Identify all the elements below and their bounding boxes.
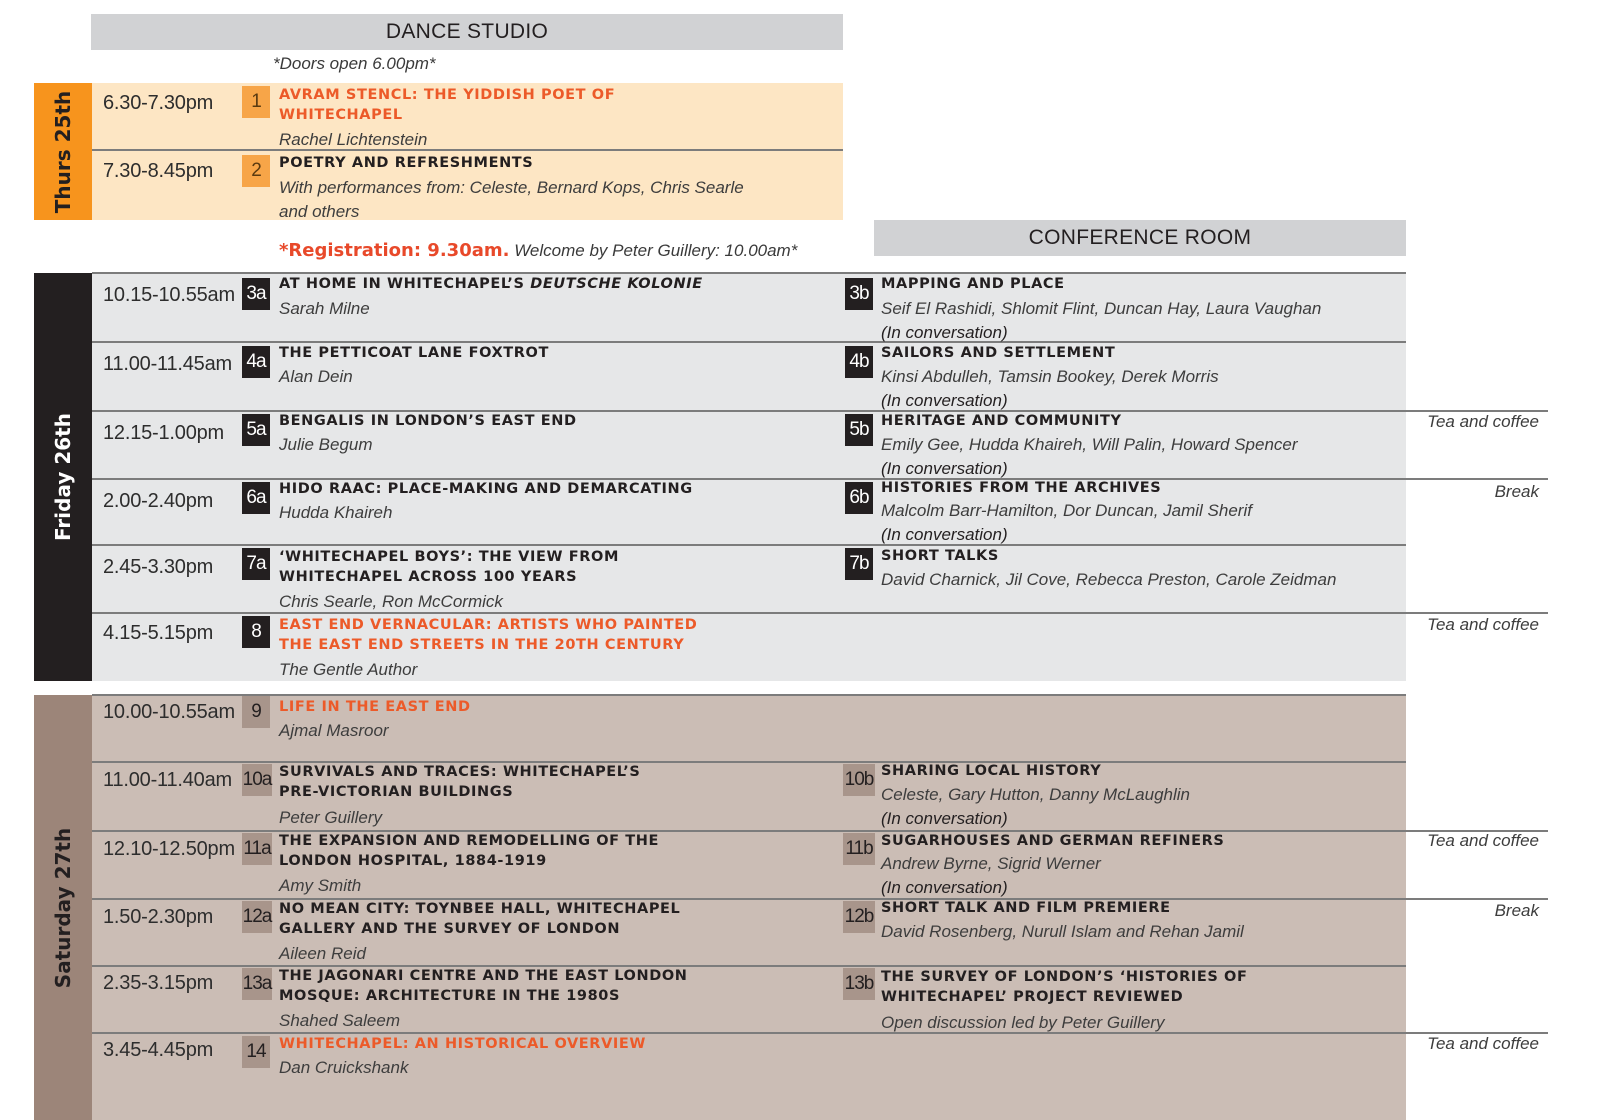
side-rule	[1406, 478, 1548, 480]
session-title	[279, 274, 703, 294]
break-note: Break	[1494, 482, 1539, 501]
session-title: WHITECHAPEL: AN HISTORICAL OVERVIEW	[279, 1036, 646, 1052]
session-speaker: Sarah Milne	[279, 299, 370, 318]
registration-note	[279, 240, 797, 261]
session-number: 2	[242, 155, 270, 187]
session-number: 5a	[242, 414, 270, 446]
session-title: SHORT TALKS	[881, 548, 999, 564]
session-number: 1	[242, 86, 270, 118]
session-format: (In conversation)	[881, 391, 1008, 410]
side-rule	[1406, 612, 1548, 614]
session-speaker: Peter Guillery	[279, 808, 382, 827]
session-number: 3a	[242, 278, 270, 310]
session-title-text: AT HOME IN WHITECHAPEL’S	[279, 276, 531, 292]
session-time: 12.15-1.00pm	[103, 422, 225, 444]
session-number: 4a	[242, 346, 270, 378]
session-title: AVRAM STENCL: THE YIDDISH POET OF	[279, 87, 616, 103]
tea-and-coffee-note: Tea and coffee	[1427, 1034, 1539, 1053]
session-number: 6b	[845, 482, 873, 514]
session-time: 11.00-11.45am	[103, 353, 232, 375]
session-speaker: Celeste, Gary Hutton, Danny McLaughlin	[881, 785, 1190, 804]
session-title: GALLERY AND THE SURVEY OF LONDON	[279, 921, 621, 937]
session-speaker: Andrew Byrne, Sigrid Werner	[881, 854, 1101, 873]
saturday-label: Saturday 27th	[51, 827, 75, 988]
session-number: 14	[242, 1036, 270, 1068]
session-number: 3b	[845, 278, 873, 310]
session-title: THE SURVEY OF LONDON’S ‘HISTORIES OF	[881, 969, 1248, 985]
session-title: NO MEAN CITY: TOYNBEE HALL, WHITECHAPEL	[279, 901, 681, 917]
session-title: POETRY AND REFRESHMENTS	[279, 155, 534, 171]
session-speaker: Kinsi Abdulleh, Tamsin Bookey, Derek Morris	[881, 367, 1219, 386]
session-title: HIDO RAAC: PLACE-MAKING AND DEMARCATING	[279, 481, 693, 497]
tea-and-coffee-note: Tea and coffee	[1427, 615, 1539, 634]
session-title: THE PETTICOAT LANE FOXTROT	[279, 345, 549, 361]
session-speaker: Malcolm Barr-Hamilton, Dor Duncan, Jamil Sherif	[881, 501, 1252, 520]
dance-studio-header: DANCE STUDIO	[91, 14, 843, 50]
session-title: MOSQUE: ARCHITECTURE IN THE 1980S	[279, 988, 620, 1004]
session-number: 4b	[845, 346, 873, 378]
session-title: SAILORS AND SETTLEMENT	[881, 345, 1116, 361]
session-speaker: Emily Gee, Hudda Khaireh, Will Palin, Howard Spencer	[881, 435, 1298, 454]
session-title: WHITECHAPEL	[279, 107, 403, 123]
thursday-tab	[34, 83, 92, 220]
session-title: ‘WHITECHAPEL BOYS’: THE VIEW FROM	[279, 549, 619, 565]
side-rule	[1406, 898, 1548, 900]
session-number: 12a	[242, 901, 272, 933]
tea-and-coffee-note: Tea and coffee	[1427, 831, 1539, 850]
session-time: 6.30-7.30pm	[103, 92, 214, 114]
session-speaker: Shahed Saleem	[279, 1011, 400, 1030]
session-title: SUGARHOUSES AND GERMAN REFINERS	[881, 833, 1225, 849]
session-format: (In conversation)	[881, 809, 1008, 828]
session-number: 11b	[843, 833, 875, 865]
session-speaker: David Rosenberg, Nurull Islam and Rehan Jamil	[881, 922, 1244, 941]
session-speaker: Amy Smith	[279, 876, 362, 895]
session-title: MAPPING AND PLACE	[881, 276, 1065, 292]
session-title: SURVIVALS AND TRACES: WHITECHAPEL’S	[279, 764, 641, 780]
session-number: 5b	[845, 414, 873, 446]
doors-open-note: *Doors open 6.00pm*	[273, 54, 436, 73]
registration-time: Registration: 9.30am.	[288, 240, 510, 261]
session-speaker: The Gentle Author	[279, 660, 418, 679]
friday-label: Friday 26th	[51, 413, 75, 541]
session-number: 9	[242, 696, 270, 728]
session-time: 12.10-12.50pm	[103, 838, 235, 860]
session-title: SHARING LOCAL HISTORY	[881, 763, 1102, 779]
session-title: THE EAST END STREETS IN THE 20TH CENTURY	[279, 637, 685, 653]
session-title: LONDON HOSPITAL, 1884-1919	[279, 853, 547, 869]
session-time: 10.15-10.55am	[103, 284, 235, 306]
session-title: SHORT TALK AND FILM PREMIERE	[881, 900, 1171, 916]
session-format: (In conversation)	[881, 878, 1008, 897]
session-speaker: Aileen Reid	[279, 944, 366, 963]
session-title: BENGALIS IN LONDON’S EAST END	[279, 413, 577, 429]
session-number: 7a	[242, 548, 270, 580]
break-note: Break	[1494, 901, 1539, 920]
session-speaker: Rachel Lichtenstein	[279, 130, 428, 149]
session-number: 6a	[242, 482, 270, 514]
session-time: 2.35-3.15pm	[103, 972, 214, 994]
session-number: 12b	[843, 901, 875, 933]
session-speaker: Chris Searle, Ron McCormick	[279, 592, 503, 611]
session-title-italic: DEUTSCHE KOLONIE	[530, 276, 703, 292]
session-title: WHITECHAPEL ACROSS 100 YEARS	[279, 569, 578, 585]
session-time: 4.15-5.15pm	[103, 622, 214, 644]
session-format: (In conversation)	[881, 323, 1008, 342]
registration-prefix: *	[279, 240, 289, 261]
session-number: 8	[242, 616, 270, 648]
session-time: 11.00-11.40am	[103, 769, 232, 791]
friday-tab	[34, 273, 92, 681]
session-title: LIFE IN THE EAST END	[279, 699, 471, 715]
session-title: WHITECHAPEL’ PROJECT REVIEWED	[881, 989, 1184, 1005]
session-title: HISTORIES FROM THE ARCHIVES	[881, 480, 1162, 496]
session-speaker: Alan Dein	[279, 367, 353, 386]
thursday-label: Thurs 25th	[51, 90, 75, 213]
saturday-tab	[34, 695, 92, 1120]
session-number: 11a	[242, 833, 272, 865]
session-time: 10.00-10.55am	[103, 701, 235, 723]
session-speaker: Dan Cruickshank	[279, 1058, 409, 1077]
session-speaker: Open discussion led by Peter Guillery	[881, 1013, 1165, 1032]
slot-divider	[92, 149, 843, 151]
session-speaker: With performances from: Celeste, Bernard Kops, Chris Searle	[279, 178, 744, 197]
session-title: PRE-VICTORIAN BUILDINGS	[279, 784, 514, 800]
session-speaker: Julie Begum	[279, 435, 373, 454]
session-speaker: and others	[279, 202, 360, 221]
slot-divider	[92, 694, 1406, 696]
welcome-text: Welcome by Peter Guillery: 10.00am*	[509, 241, 798, 260]
session-title: THE EXPANSION AND REMODELLING OF THE	[279, 833, 660, 849]
session-format: (In conversation)	[881, 459, 1008, 478]
conference-room-header: CONFERENCE ROOM	[874, 220, 1406, 256]
slot-divider	[92, 544, 1406, 546]
session-time: 2.00-2.40pm	[103, 490, 214, 512]
session-format: (In conversation)	[881, 525, 1008, 544]
session-speaker: David Charnick, Jil Cove, Rebecca Preston, Carole Zeidman	[881, 570, 1337, 589]
session-time: 2.45-3.30pm	[103, 556, 214, 578]
session-time: 3.45-4.45pm	[103, 1039, 214, 1061]
session-number: 10a	[242, 764, 272, 796]
session-time: 1.50-2.30pm	[103, 906, 214, 928]
session-speaker: Hudda Khaireh	[279, 503, 393, 522]
session-title: THE JAGONARI CENTRE AND THE EAST LONDON	[279, 968, 688, 984]
session-number: 10b	[843, 764, 875, 796]
session-speaker: Ajmal Masroor	[279, 721, 389, 740]
session-number: 13a	[242, 968, 272, 1000]
session-title: HERITAGE AND COMMUNITY	[881, 413, 1122, 429]
tea-and-coffee-note: Tea and coffee	[1427, 412, 1539, 431]
session-title: EAST END VERNACULAR: ARTISTS WHO PAINTED	[279, 617, 698, 633]
session-time: 7.30-8.45pm	[103, 160, 214, 182]
session-number: 7b	[845, 548, 873, 580]
session-number: 13b	[843, 968, 875, 1000]
session-speaker: Seif El Rashidi, Shlomit Flint, Duncan Hay, Laura Vaughan	[881, 299, 1322, 318]
